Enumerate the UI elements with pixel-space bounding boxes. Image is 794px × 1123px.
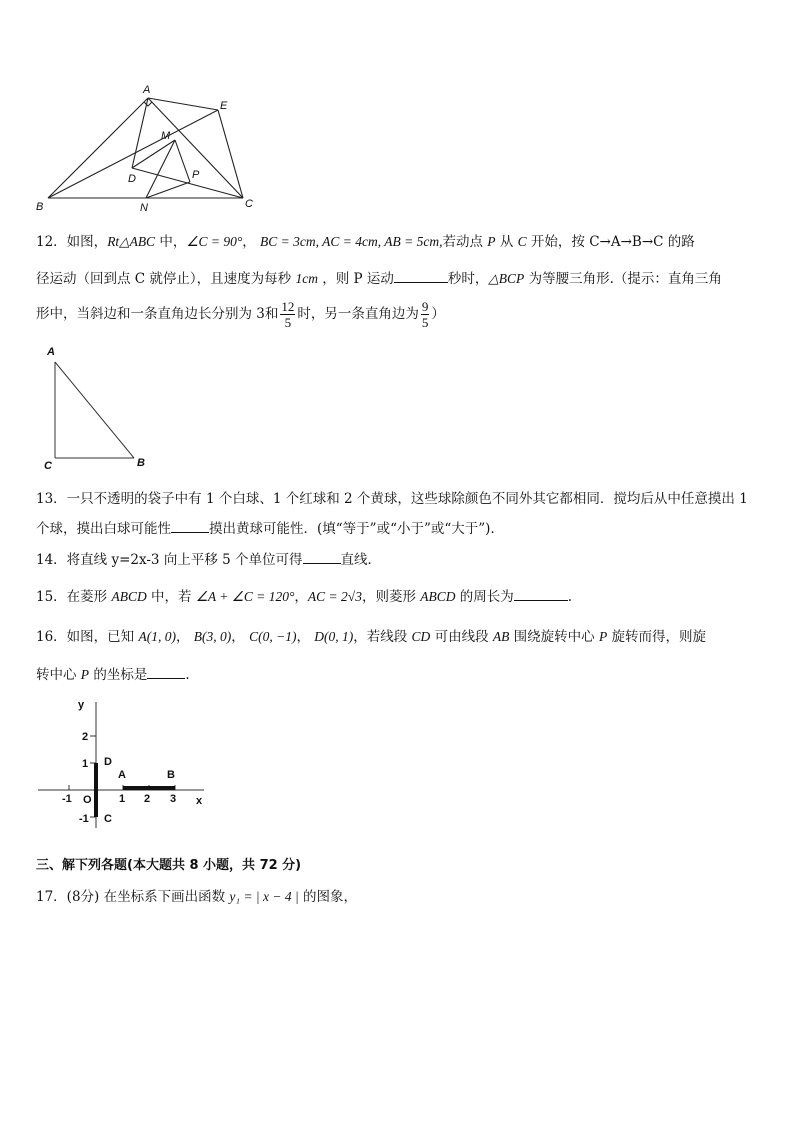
fig1-label-p: P bbox=[192, 169, 200, 181]
q13-text-2b: 摸出黄球可能性．(填“等于”或“小于”或“大于”)． bbox=[209, 521, 504, 537]
figure-3-coordinate-plane bbox=[34, 694, 214, 834]
q17-line bbox=[36, 887, 758, 907]
fig3-tick-ym1: -1 bbox=[79, 813, 89, 825]
q15-text-d: ，则菱形 bbox=[361, 589, 421, 605]
q17-function: y₁ = | x − 4 | bbox=[229, 889, 299, 904]
q12-angle: ∠C = 90° bbox=[186, 234, 243, 249]
q15-text-c: ， bbox=[294, 589, 308, 605]
q16-text-e: 旋转而得，则旋 bbox=[607, 629, 707, 645]
fig3-label-c: C bbox=[104, 813, 112, 825]
fig3-label-d: D bbox=[104, 756, 112, 768]
q16-line2-text-a: 转中心 bbox=[36, 667, 81, 683]
fraction-denominator: 5 bbox=[421, 315, 429, 330]
q12-fraction-12-5 bbox=[280, 299, 295, 330]
q15-answer-blank[interactable] bbox=[514, 586, 568, 601]
q12-number: 12．如图， bbox=[36, 234, 108, 250]
q12-fraction-9-5 bbox=[421, 299, 430, 330]
q12-answer-blank[interactable] bbox=[394, 268, 448, 283]
q15-text-a: 15．在菱形 bbox=[36, 589, 112, 605]
fig1-label-m: M bbox=[161, 130, 171, 142]
fig2-label-c: C bbox=[44, 460, 52, 472]
q15-rhombus-name: ABCD bbox=[111, 589, 147, 604]
q16-text-a: 16．如图，已知 bbox=[36, 629, 139, 645]
q12-line2-text-c: 秒时， bbox=[447, 271, 489, 287]
fig1-label-a: A bbox=[143, 84, 151, 96]
fig1-label-e: E bbox=[220, 100, 228, 112]
q13-text-1: 13．一只不透明的袋子中有 1 个白球、1 个红球和 2 个黄球，这些球除颜色不同外其它都相同．搅均后从中任意摸出 1 bbox=[36, 491, 748, 507]
q15-text-b: 中，若 bbox=[146, 589, 196, 605]
fraction-numerator: 12 bbox=[281, 299, 295, 314]
q16-line2-text-c: . bbox=[185, 667, 190, 683]
figure-2-right-triangle bbox=[38, 342, 158, 474]
fig3-tick-y2: 2 bbox=[82, 731, 89, 743]
q12-line2-text-b: ，则 P 运动 bbox=[317, 271, 394, 287]
figure-1-triangle bbox=[30, 80, 270, 220]
q12-line-3 bbox=[36, 296, 758, 336]
q16-segment-ab: AB bbox=[492, 629, 510, 644]
q12-line2-text-d: 为等腰三角形.（提示：直角三角 bbox=[524, 271, 722, 287]
q16-line-2 bbox=[36, 664, 758, 685]
fig1-label-n: N bbox=[140, 202, 148, 214]
q16-line-1: 16．如图，已知 A(1, 0)， B(3, 0)， C(0, −1)， D(0, 1)，若线段 CD 可由线段 AB 围绕旋转中心 P 旋转而得，则旋 bbox=[36, 629, 707, 645]
q13-line-1 bbox=[36, 489, 758, 509]
q12-line3-text-a: 形中，当斜边和一条直角边长分别为 3和 bbox=[36, 306, 279, 322]
q16-segment-cd: CD bbox=[411, 629, 431, 644]
q16-center-p-2: P bbox=[80, 667, 90, 682]
q12-text-1: 若动点 bbox=[442, 234, 488, 250]
q12-sides: BC = 3cm, AC = 4cm, AB = 5cm, bbox=[260, 234, 443, 249]
q13-text-2a: 个球，摸出白球可能性 bbox=[36, 521, 171, 537]
q12-line3-text-c: ） bbox=[431, 306, 445, 322]
q15-rhombus-name-2: ABCD bbox=[420, 589, 456, 604]
q17-text-b: 的图象， bbox=[298, 889, 358, 905]
q15-text-e: 的周长为 bbox=[455, 589, 514, 605]
fig3-label-b: B bbox=[167, 769, 175, 781]
fig1-label-c: C bbox=[245, 198, 253, 210]
fig3-x-axis-label: x bbox=[196, 795, 203, 807]
q12-rt-abc: Rt△ABC bbox=[107, 234, 156, 249]
q16-point-c: C(0, −1) bbox=[249, 629, 297, 644]
fig2-label-b: B bbox=[137, 457, 145, 469]
fraction-denominator: 5 bbox=[284, 315, 292, 330]
q12-line-1 bbox=[36, 232, 758, 252]
q12-sep: ， bbox=[242, 234, 256, 250]
q15-angles: ∠A + ∠C = 120° bbox=[195, 589, 295, 604]
q12-line3-text-b: 时，另一条直角边为 bbox=[297, 306, 419, 322]
q13-line-2 bbox=[36, 518, 758, 539]
q16-text-c: 可由线段 bbox=[430, 629, 493, 645]
section-3-heading: 三、解下列各题(本大题共 8 小题，共 72 分) bbox=[36, 858, 302, 873]
q12-line-2 bbox=[36, 268, 758, 289]
q15-ac-length: AC = 2√3 bbox=[307, 589, 362, 604]
fraction-numerator: 9 bbox=[421, 299, 429, 314]
fig3-y-axis-label: y bbox=[78, 699, 85, 711]
q17-text-a: 17．(8分) 在坐标系下画出函数 bbox=[36, 889, 230, 905]
q16-center-p: P bbox=[598, 629, 608, 644]
q12-text: 中， bbox=[155, 234, 187, 250]
q15-line bbox=[36, 586, 758, 607]
q14-text-b: 直线． bbox=[340, 552, 381, 568]
q12-text-2: 从 bbox=[495, 234, 518, 250]
fig2-label-a: A bbox=[47, 346, 55, 358]
q12-point-p: P bbox=[487, 234, 496, 249]
fig3-tick-x2: 2 bbox=[144, 793, 151, 805]
q16-point-a: A(1, 0) bbox=[138, 629, 176, 644]
q15-text-f: . bbox=[567, 589, 573, 605]
q12-line2-text-a: 径运动（回到点 C 就停止），且速度为每秒 bbox=[36, 271, 296, 287]
fig3-tick-x1: 1 bbox=[119, 793, 126, 805]
q16-text-b: ，若线段 bbox=[353, 629, 412, 645]
fig3-label-a: A bbox=[118, 769, 126, 781]
q16-point-b: B(3, 0) bbox=[193, 629, 232, 644]
q12-unit: 1cm bbox=[295, 271, 318, 286]
q16-answer-blank[interactable] bbox=[147, 664, 185, 679]
fig3-tick-y1: 1 bbox=[82, 758, 89, 770]
fig3-origin: O bbox=[83, 794, 92, 806]
q16-text-d: 围绕旋转中心 bbox=[509, 629, 599, 645]
fig1-label-d: D bbox=[128, 173, 136, 185]
q12-text-3: 开始，按 C→A→B→C 的路 bbox=[526, 234, 695, 250]
fig3-tick-xm1: -1 bbox=[62, 793, 72, 805]
q14-line bbox=[36, 549, 758, 570]
q16-line2-text-b: 的坐标是 bbox=[89, 667, 148, 683]
q14-text-a: 14．将直线 y=2x-3 向上平移 5 个单位可得 bbox=[36, 552, 303, 568]
fig3-tick-x3: 3 bbox=[170, 793, 177, 805]
fig1-label-b: B bbox=[36, 201, 44, 213]
q12-triangle-bcp: △BCP bbox=[488, 271, 525, 286]
q16-point-d: D(0, 1) bbox=[314, 629, 354, 644]
q14-answer-blank[interactable] bbox=[303, 549, 341, 564]
q12-point-c: C bbox=[517, 234, 527, 249]
q13-answer-blank[interactable] bbox=[171, 518, 209, 533]
